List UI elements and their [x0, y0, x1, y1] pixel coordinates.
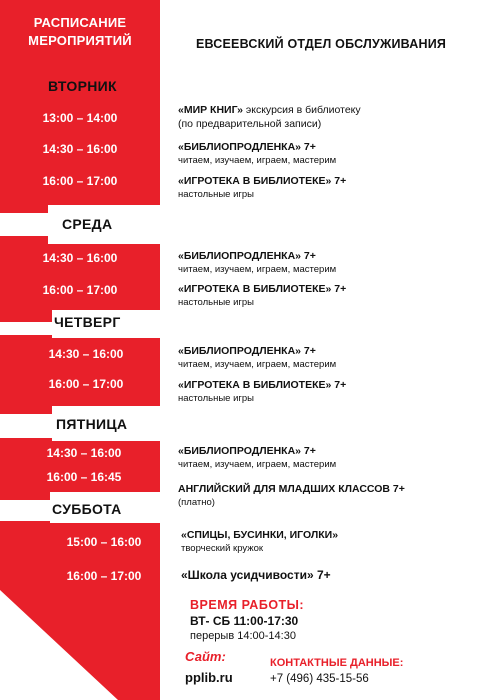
event-sub: читаем, изучаем, играем, мастерим — [178, 359, 337, 370]
department-title: ЕВСЕЕВСКИЙ ОТДЕЛ ОБСЛУЖИВАНИЯ — [196, 37, 447, 51]
event-item — [178, 174, 346, 202]
event-sub: настольные игры — [178, 297, 254, 308]
event-name: «БИБЛИОПРОДЛЕНКА» 7+ — [178, 445, 316, 457]
event-name: АНГЛИЙСКИЙ ДЛЯ МЛАДШИХ КЛАССОВ 7+ — [178, 483, 405, 495]
working-hours-line: ВТ- СБ 11:00-17:30 — [190, 614, 299, 628]
time-slot: 14:30 – 16:00 — [42, 251, 118, 265]
event-item — [178, 140, 336, 168]
time-slot: 13:00 – 14:00 — [42, 111, 118, 125]
event-name: «ИГРОТЕКА В БИБЛИОТЕКЕ» 7+ — [178, 379, 347, 391]
event-name: «БИБЛИОПРОДЛЕНКА» 7+ — [178, 141, 316, 153]
event-name: «БИБЛИОПРОДЛЕНКА» 7+ — [178, 345, 316, 357]
day-label-tuesday: ВТОРНИК — [48, 78, 117, 94]
working-hours-title: ВРЕМЯ РАБОТЫ: — [190, 598, 305, 612]
time-slot: 14:30 – 16:00 — [46, 446, 122, 460]
time-slot: 14:30 – 16:00 — [42, 142, 118, 156]
time-slot: 15:00 – 16:00 — [66, 535, 142, 549]
event-item — [178, 444, 336, 472]
event-sub: творческий кружок — [181, 543, 264, 554]
time-slot: 16:00 – 17:00 — [66, 569, 142, 583]
time-slot: 14:30 – 16:00 — [48, 347, 124, 361]
time-slot: 16:00 – 16:45 — [46, 470, 122, 484]
contacts-label: КОНТАКТНЫЕ ДАННЫЕ: — [270, 657, 404, 669]
schedule-title-line1: РАСПИСАНИЕ — [33, 15, 127, 30]
break-hours-line: перерыв 14:00-14:30 — [190, 630, 296, 642]
time-slot: 16:00 – 17:00 — [42, 174, 118, 188]
event-sub: (по предварительной записи) — [178, 118, 322, 130]
event-name: «ИГРОТЕКА В БИБЛИОТЕКЕ» 7+ — [178, 175, 347, 187]
day-label-thursday: ЧЕТВЕРГ — [54, 314, 121, 330]
event-item — [181, 528, 338, 556]
contact-phone: +7 (496) 435-15-56 — [270, 673, 369, 685]
event-name: «СПИЦЫ, БУСИНКИ, ИГОЛКИ» — [181, 529, 339, 541]
event-item — [178, 103, 361, 131]
time-slot: 16:00 – 17:00 — [48, 377, 124, 391]
event-item — [178, 378, 346, 406]
site-link[interactable]: pplib.ru — [185, 670, 233, 685]
event-name: «МИР КНИГ» — [178, 104, 243, 116]
event-item — [178, 482, 405, 510]
event-sub: читаем, изучаем, играем, мастерим — [178, 264, 337, 275]
time-slot: 16:00 – 17:00 — [42, 283, 118, 297]
event-desc: экскурсия в библиотеку — [242, 104, 361, 116]
schedule-title-line2: МЕРОПРИЯТИЙ — [28, 33, 132, 48]
event-sub: читаем, изучаем, играем, мастерим — [178, 155, 337, 166]
event-item — [178, 282, 346, 310]
event-name: «БИБЛИОПРОДЛЕНКА» 7+ — [178, 250, 316, 262]
event-item — [178, 344, 336, 372]
event-sub: читаем, изучаем, играем, мастерим — [178, 459, 337, 470]
site-label: Сайт: — [185, 649, 226, 664]
event-sub: настольные игры — [178, 189, 254, 200]
schedule-title — [0, 14, 160, 50]
day-label-friday: ПЯТНИЦА — [56, 416, 128, 432]
day-label-saturday: СУББОТА — [52, 501, 122, 517]
event-sub: (платно) — [178, 497, 215, 508]
event-sub: настольные игры — [178, 393, 254, 404]
day-label-wednesday: СРЕДА — [62, 216, 113, 232]
event-name: «Школа усидчивости» 7+ — [181, 568, 331, 582]
event-name: «ИГРОТЕКА В БИБЛИОТЕКЕ» 7+ — [178, 283, 347, 295]
event-item — [181, 568, 331, 582]
event-item — [178, 249, 336, 277]
